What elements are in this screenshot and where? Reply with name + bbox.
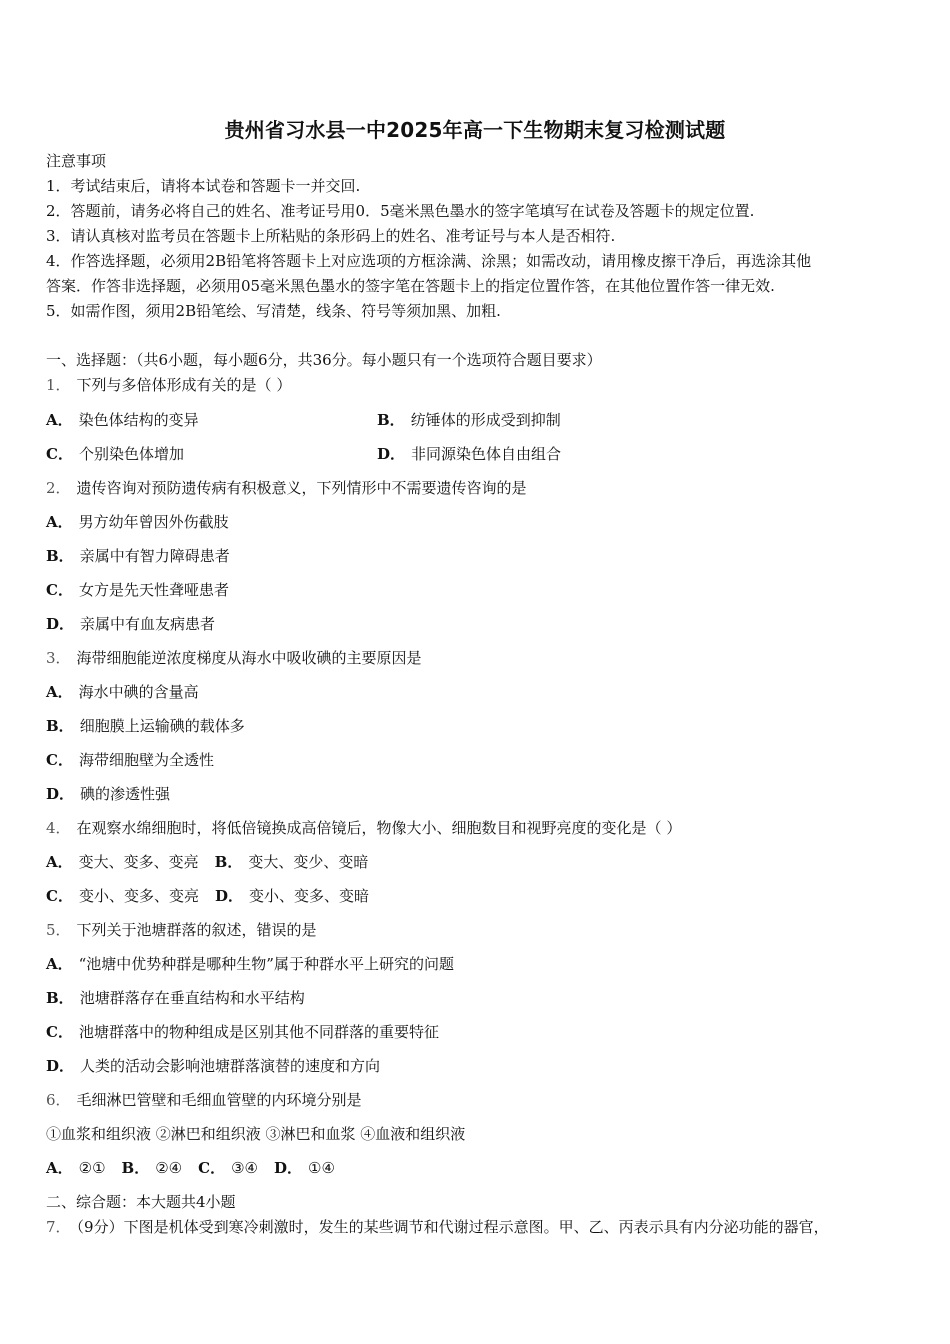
option-text: 池塘群落中的物种组成是区别其他不同群落的重要特征 [78,1023,439,1041]
option-text: 碘的渗透性强 [80,785,171,803]
section-heading: 二、综合题：本大题共4小题 [46,1193,236,1211]
option-a [46,682,199,702]
option-d [46,614,215,634]
page-title: 贵州省习水县一中2025年高一下生物期末复习检测试题 [224,118,726,142]
option-text: 变小、变多、变暗 [248,887,369,905]
option-text: 亲属中有智力障碍患者 [79,547,230,565]
option-label: A． [46,411,73,429]
option-label: A． [46,955,73,973]
question-stem [46,818,681,838]
option-label: B． [46,989,74,1007]
question-number: 1． [46,376,71,394]
option-label: C． [46,751,73,769]
option-label: A． [46,853,73,871]
option-label: C． [198,1159,226,1177]
option-text: 人类的活动会影响池塘群落演替的速度和方向 [80,1057,381,1075]
option-text: 男方幼年曾因外伤截肢 [78,513,229,531]
question-text: 毛细淋巴管壁和毛细血管壁的内环境分别是 [76,1091,362,1109]
option-b [46,546,230,566]
section-heading: 一、选择题：（共6小题，每小题6分，共36分。每小题只有一个选项符合题目要求） [46,351,602,369]
option-text: 变大、变少、变暗 [248,853,369,871]
question-number: 7． [46,1218,71,1236]
option-text: 女方是先天性聋哑患者 [78,581,229,599]
question-text: 海带细胞能逆浓度梯度从海水中吸收碘的主要原因是 [76,649,422,667]
option-c [46,1022,439,1042]
option-b [377,410,561,430]
option-text: 海水中碘的含量高 [78,683,199,701]
option-text: 个别染色体增加 [78,445,184,463]
question-number: 5． [46,921,71,939]
option-label: D． [46,785,75,803]
option-c [46,580,229,600]
option-text: 细胞膜上运输碘的载体多 [79,717,245,735]
option-text: 非同源染色体自由组合 [411,445,562,463]
option-b [46,988,305,1008]
question-stem [46,1217,829,1237]
question-number: 6． [46,1091,71,1109]
option-label: C． [46,1023,73,1041]
option-text: ②① [78,1159,106,1177]
option-c [46,750,214,770]
option-text: 染色体结构的变异 [78,411,199,429]
option-label: C． [46,887,73,905]
question-text: 遗传咨询对预防遗传病有积极意义，下列情形中不需要遗传咨询的是 [76,479,527,497]
option-text: ③④ [231,1159,258,1177]
option-label: C． [46,581,73,599]
option-text: 纺锤体的形成受到抑制 [410,411,561,429]
notice-item: 1．考试结束后，请将本试卷和答题卡一并交回. [46,177,361,195]
question-number: 3． [46,649,71,667]
question-stem [46,478,527,498]
option-row-ab [46,852,368,872]
option-label: A． [46,513,73,531]
option-d [46,1056,380,1076]
option-row [46,1158,335,1178]
notice-item: 5．如需作图，须用2B铅笔绘、写清楚，线条、符号等须加黑、加粗. [46,302,501,320]
question-text: 下列与多倍体形成有关的是（ ） [76,376,292,394]
option-label: A． [46,683,73,701]
question-text: （9分）下图是机体受到寒冷刺激时，发生的某些调节和代谢过程示意图。甲、乙、丙表示具有内分泌功能的器官， [76,1218,829,1236]
option-label: D． [274,1159,303,1177]
option-label: D． [46,1057,75,1075]
option-text: “池塘中优势种群是哪种生物”属于种群水平上研究的问题 [78,955,454,973]
option-a [46,512,229,532]
option-c [46,444,184,464]
option-text: ①④ [308,1159,335,1177]
question-choices: ①血浆和组织液 ②淋巴和组织液 ③淋巴和血浆 ④血液和组织液 [46,1125,466,1143]
option-a [46,954,454,974]
option-label: B． [377,411,405,429]
notice-heading: 注意事项 [46,152,107,170]
option-text: 池塘群落存在垂直结构和水平结构 [79,989,305,1007]
notice-item: 4．作答选择题，必须用2B铅笔将答题卡上对应选项的方框涂满、涂黑；如需改动，请用橡皮擦干净后，再选涂其他 [46,252,812,270]
option-d [377,444,561,464]
option-d [46,784,170,804]
question-number: 2． [46,479,71,497]
option-label: D． [46,615,75,633]
option-label: D． [214,887,243,905]
option-label: A． [46,1159,73,1177]
option-a [46,410,199,430]
option-label: D． [377,445,406,463]
option-text: ②④ [155,1159,183,1177]
notice-item: 3．请认真核对监考员在答题卡上所粘贴的条形码上的姓名、准考证号与本人是否相符. [46,227,616,245]
option-label: B． [46,717,74,735]
option-label: C． [46,445,73,463]
option-text: 变大、变多、变亮 [78,853,199,871]
notice-item: 2．答题前，请务必将自己的姓名、准考证号用0．5毫米黑色墨水的签字笔填写在试卷及答题卡的规定位置. [46,202,755,220]
question-text: 在观察水绵细胞时，将低倍镜换成高倍镜后，物像大小、细胞数目和视野亮度的变化是（ ） [76,819,682,837]
option-text: 亲属中有血友病患者 [80,615,216,633]
question-stem [46,648,422,668]
question-stem [46,920,317,940]
option-row-cd [46,886,369,906]
option-label: B． [121,1159,150,1177]
option-label: B． [46,547,74,565]
question-stem [46,1090,362,1110]
option-text: 变小、变多、变亮 [78,887,199,905]
question-number: 4． [46,819,71,837]
option-label: B． [214,853,243,871]
notice-item: 答案．作答非选择题，必须用05毫米黑色墨水的签字笔在答题卡上的指定位置作答，在其他位置作答一律无效. [46,277,775,295]
option-b [46,716,245,736]
question-text: 下列关于池塘群落的叙述，错误的是 [76,921,317,939]
question-stem [46,375,291,395]
option-text: 海带细胞壁为全透性 [78,751,214,769]
